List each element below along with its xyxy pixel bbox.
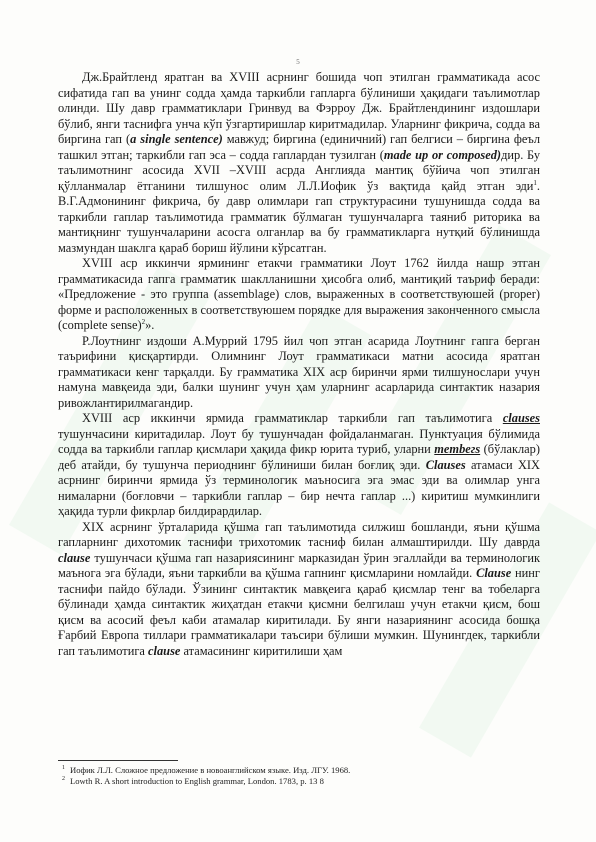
footnote-mark: 1 bbox=[62, 765, 65, 771]
text-run: ». bbox=[145, 318, 155, 332]
footnotes bbox=[58, 765, 540, 787]
footnote-text: Lowth R. A short introduction to English grammar, London. 1783, p. 13 8 bbox=[70, 776, 324, 786]
emphasized-term: clause bbox=[58, 550, 91, 565]
paragraph bbox=[58, 411, 540, 520]
footnote-text: Иофик Л.Л. Сложное предложение в новоанглийском языке. Изд. ЛГУ. 1968. bbox=[70, 765, 351, 775]
footnote-mark: 2 bbox=[62, 776, 65, 782]
text-run: атамасининг киритилиши ҳам bbox=[180, 643, 343, 658]
footnote bbox=[58, 776, 540, 787]
text-run: мавжуд; биргина (единичний) гап белгиси – биргина феъл ташкил этган; таркибли гап эса – содда гаплардан тузилган ( bbox=[58, 132, 540, 162]
text-run: XIX асрнинг ўрталарида қўшма гап таълимотида силжиш бошланди, яъни қўшма гапларнинг дихотомик таснифи трихотомик тасниф билан алмаштирилди. Шу даврда bbox=[58, 519, 540, 549]
text-run: Дж.Брайтленд яратган ва XVIII асрнинг бошида чоп этилган грамматикада асос сифатида гап ва унинг содда ҳамда таркибли гапларга бўлиниши ҳақидаги таълимотлар олинди. Шу давр грамматиклари Гринвуд ва Фэрроу Дж. Брайтлендининг издошлари бўлиб, янги таснифга унча кўп ўзгартиришлар киритмадилар. Уларнинг фикрича, содда ва биргина гап ( bbox=[58, 70, 540, 146]
emphasized-term: clauses bbox=[502, 411, 540, 425]
footnote bbox=[58, 765, 540, 776]
emphasized-term: membегs bbox=[434, 442, 481, 456]
emphasized-term: Clause bbox=[476, 566, 512, 580]
paragraph bbox=[58, 520, 540, 660]
footnote-ref: 1 bbox=[533, 178, 537, 187]
text-run: (бўлаклар) деб атайди, бу тушунча периоднинг бўлиниши билан боғлиқ эди. bbox=[58, 442, 540, 472]
text-run: XVIII аср иккинчи ярмида грамматиклар таркибли гап таълимотига bbox=[82, 411, 503, 425]
text-run: Р.Лоутнинг издоши А.Муррий 1795 йил чоп этган асарида Лоутнинг гапга берган таърифини қисқартирди. Олимнинг Лоут грамматикаси матни асосида яратган грамматикаси кенг тарқалди. Бу грамматика XIX аср биринчи ярми тилшунослари учун намуна мавқеида эди, балки шунинг учун ҳам уларнинг асарларида синтактик назария ривожлантирилмагандир. bbox=[58, 333, 540, 410]
emphasized-term: made up or composed) bbox=[383, 147, 502, 162]
emphasized-term: clause bbox=[148, 643, 181, 658]
page-number: 5 bbox=[296, 58, 300, 66]
text-run: атамаси XIX асрнинг биринчи ярмида ўз терминологик маъносига эга эмас эди ва олимлар унга нималарни (боғловчи – таркибли гаплар – бир нечта гаплар ...) киритиш мумкинлиги ҳақида турли фикрлар билдирардилар. bbox=[58, 457, 540, 518]
paragraph bbox=[58, 256, 540, 334]
text-run: XVIII аср иккинчи ярмининг етакчи грамматики Лоут 1762 йилда нашр этган грамматикасида гапга грамматик шаклланишни ҳисобга олиб, мантиқий таъриф беради: «Предложение - это группа (assemblage) слов, выраженных в соответствуюшей (proper) форме и расположенных в соответствуюшем порядке для выражения законченного смысла (complete sense) bbox=[58, 256, 540, 332]
paragraph bbox=[58, 70, 540, 256]
footnote-ref: 2 bbox=[141, 317, 146, 326]
text-run: дир. Бу таълимотнинг асосида XVII –XVIII асрда Англияда мантиқ бўйича чоп этилган қўлланмалар ётганини тилшунос олим Л.Л.Иофик ўз вақтида қайд этган эди bbox=[58, 147, 541, 193]
text-run: нинг таснифи пайдо бўлади. Ўзининг синтактик мавқеига қараб қисмлар тенг ва тобеларга бўлинади ҳамда синтактик жиҳатдан етакчи қисмни белгилаш учун етакчи қисм, бош қисм ва асосий феъл каби атамалар киритилади. Бу янги назариянинг асосида бошқа Ғарбий Европа тиллари грамматикалари таъсири бўлиши мумкин. Шунингдек, таркибли гап таълимотига bbox=[58, 566, 540, 658]
paragraph bbox=[58, 334, 540, 412]
text-run: . В.Г.Адмонининг фикрича, бу давр олимлари гап структурасини тушунишда содда ва таркибли гаплар таълимотида грамматик бўлмаган тушунчаларга таяниб риторика ва мантиқнинг тушунчаларини асосга олганлар ва бу грамматикларга нутқий бўлинишда мазмундан шаклга қараб бориш йўлини кўрсатган. bbox=[58, 178, 540, 255]
body-text bbox=[58, 70, 540, 659]
text-run: тушунчаси қўшма гап назариясининг марказидан ўрин эгаллайди ва терминологик маънога эга бўлади, яъни таркибли ва қўшма гапнинг қисмларини номлайди. bbox=[58, 550, 540, 580]
emphasized-term: a single sentence) bbox=[130, 132, 223, 146]
text-run: тушунчасини киритадилар. Лоут бу тушунчадан фойдаланмаган. Пунктуация бўлимида содда ва таркибли гаплар қисмлари ҳақида фикр юрита туриб, уларни bbox=[58, 426, 540, 456]
emphasized-term: Clauses bbox=[425, 457, 466, 472]
footnote-divider bbox=[58, 760, 178, 761]
